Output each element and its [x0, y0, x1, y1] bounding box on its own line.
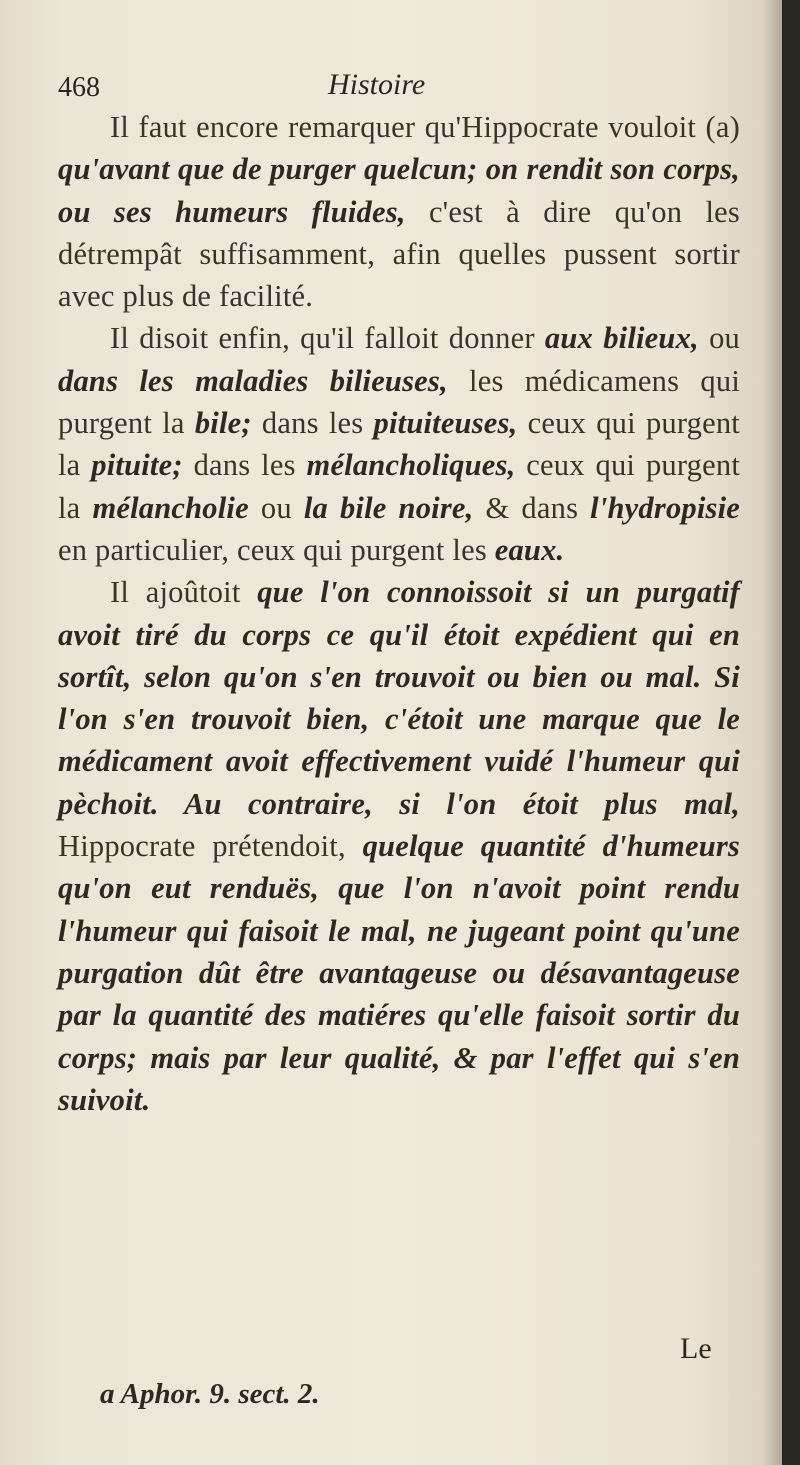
roman-text: c'est à dire qu'on les détrempât suffisamment, afin quelles pussent sortir avec plus de facilité.	[58, 194, 740, 314]
italic-text: pituiteuses,	[373, 406, 518, 441]
italic-text: bile;	[194, 406, 252, 441]
italic-text: la bile noire,	[303, 490, 474, 525]
body-text	[58, 106, 740, 1121]
running-head: Histoire	[328, 68, 426, 101]
roman-text: ou	[248, 490, 304, 525]
italic-text: dans les maladies bilieuses,	[58, 363, 448, 398]
italic-text: quelque quantité d'humeurs qu'on eut renduës, que l'on n'avoit point rendu l'humeur qui faisoit le mal, ne jugeant point qu'une purgation dût être avantageuse ou désavantageuse par la quantité des matiéres qu'elle faisoit sortir du corps; mais par leur qualité, & par l'effet qui s'en suivoit.	[58, 829, 741, 1117]
italic-text: que l'on connoissoit si un purgatif avoit tiré du corps ce qu'il étoit expédient qui en sortît, selon qu'on s'en trouvoit ou bien ou mal. Si l'on s'en trouvoit bien, c'étoit une marque que le médicament avoit effectivement vuidé l'humeur qui pèchoit. Au contraire, si l'on étoit plus mal,	[58, 575, 740, 821]
roman-text: ou	[698, 321, 740, 356]
italic-text: l'hydropisie	[590, 490, 740, 525]
roman-text: ceux qui purgent la	[58, 448, 740, 525]
roman-text: Il ajoûtoit	[110, 575, 258, 610]
page-header	[58, 64, 738, 104]
italic-text: aux bilieux,	[544, 321, 699, 356]
catchword: Le	[680, 1332, 712, 1365]
italic-text: qu'avant que de purger quelcun; on rendit son corps, ou ses humeurs fluides,	[58, 152, 740, 229]
roman-text: dans les	[251, 406, 374, 441]
page-number: 468	[58, 72, 100, 103]
page-gutter-shadow	[762, 0, 782, 1465]
italic-text: mélancholiques,	[306, 448, 516, 483]
roman-text: en particulier, ceux qui purgent les	[58, 532, 495, 567]
footnote: a Aphor. 9. sect. 2.	[100, 1378, 320, 1410]
italic-text: pituite;	[91, 448, 183, 483]
italic-text: eaux.	[494, 532, 565, 567]
paragraph	[58, 317, 740, 571]
paragraph	[58, 571, 740, 1121]
roman-text: dans les	[182, 448, 307, 483]
roman-text: les médicamens qui purgent la	[58, 363, 740, 441]
roman-text: Il faut encore remarquer qu'Hippocrate vouloit (a)	[110, 110, 740, 144]
roman-text: Il disoit enfin, qu'il falloit donner	[110, 321, 545, 356]
paragraph	[58, 106, 740, 317]
italic-text: mélancholie	[92, 490, 249, 525]
roman-text: & dans	[473, 490, 591, 525]
roman-text: Hippocrate prétendoit,	[58, 829, 363, 864]
roman-text: ceux qui purgent la	[58, 406, 740, 483]
